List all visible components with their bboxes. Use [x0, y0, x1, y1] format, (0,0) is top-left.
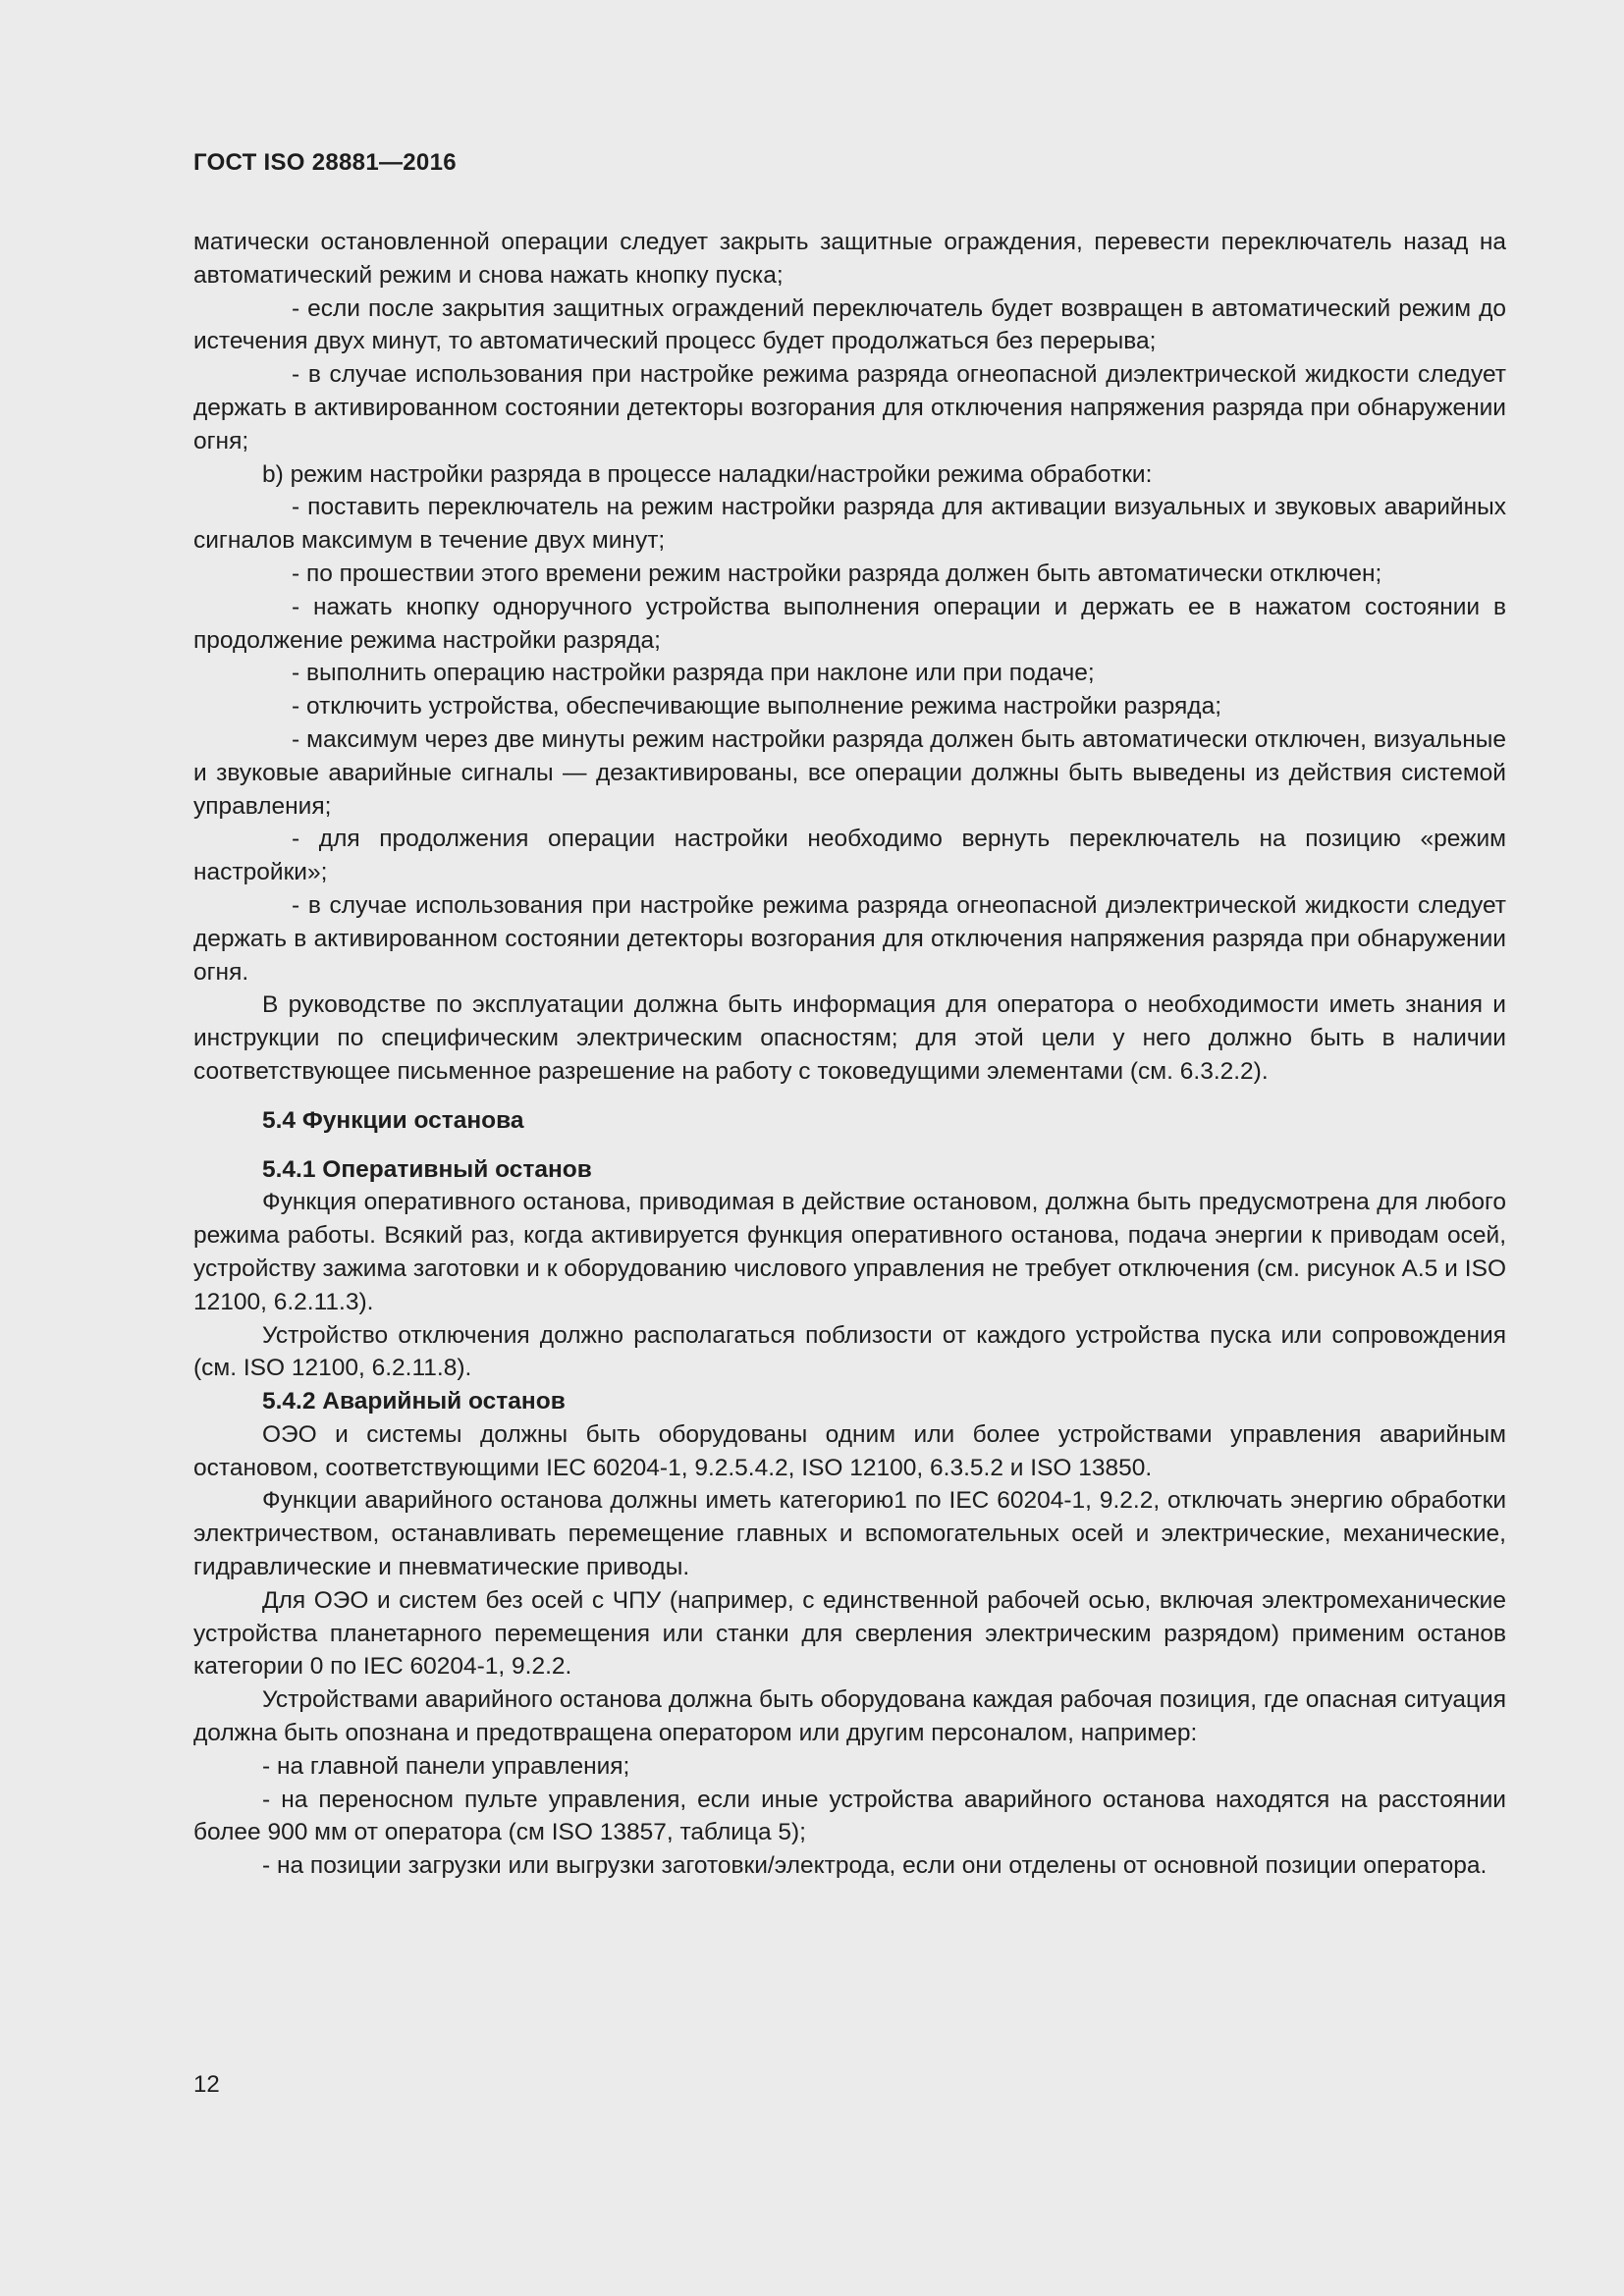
paragraph: матически остановленной операции следует закрыть защитные ограждения, перевести переключатель назад на автоматический режим и снова нажать кнопку пуска;	[193, 229, 1506, 289]
list-item: - отключить устройства, обеспечивающие выполнение режима настройки разряда;	[292, 693, 1222, 721]
list-item: - для продолжения операции настройки необходимо вернуть переключатель на позицию «режим настройки»;	[193, 826, 1506, 886]
list-item: b) режим настройки разряда в процессе наладки/настройки режима обработки:	[262, 460, 1153, 488]
list-item: - нажать кнопку одноручного устройства выполнения операции и держать ее в нажатом состоянии в продолжение режима настройки разряда;	[193, 593, 1506, 654]
subsection-heading: 5.4.1 Оперативный останов	[262, 1155, 592, 1183]
list-item: - на переносном пульте управления, если иные устройства аварийного останова находятся на расстоянии более 900 мм от оператора (см ISO 13857, таблица 5);	[193, 1786, 1506, 1846]
list-item: - на позиции загрузки или выгрузки заготовки/электрода, если они отделены от основной позиции оператора.	[262, 1852, 1488, 1880]
list-item: - поставить переключатель на режим настройки разряда для активации визуальных и звуковых аварийных сигналов максимум в течение двух минут;	[193, 494, 1506, 555]
list-item: - максимум через две минуты режим настройки разряда должен быть автоматически отключен, визуальные и звуковые аварийные сигналы — дезактивированы, все операции должны быть выведены из действия системой управления;	[193, 725, 1506, 820]
page-number: 12	[193, 2071, 220, 2098]
subsection-heading: 5.4.2 Аварийный останов	[262, 1388, 566, 1415]
paragraph: ОЭО и системы должны быть оборудованы одним или более устройствами управления аварийным остановом, соответствующими IEC 60204-1, 9.2.5.4.2, ISO 12100, 6.3.5.2 и ISO 13850.	[193, 1420, 1506, 1481]
paragraph: Устройство отключения должно располагаться поблизости от каждого устройства пуска или сопровождения (см. ISO 12100, 6.2.11.8).	[193, 1321, 1506, 1382]
list-item: - в случае использования при настройке режима разряда огнеопасной диэлектрической жидкости следует держать в активированном состоянии детекторы возгорания для отключения напряжения разряда при обнаружении огня.	[193, 891, 1506, 986]
list-item: - если после закрытия защитных ограждений переключатель будет возвращен в автоматический режим до истечения двух минут, то автоматический процесс будет продолжаться без перерыва;	[193, 294, 1506, 355]
paragraph: Функции аварийного останова должны иметь категорию1 по IEC 60204-1, 9.2.2, отключать энергию обработки электричеством, останавливать перемещение главных и вспомогательных осей и электрические, механические, гидравлические и пневматические приводы.	[193, 1487, 1506, 1581]
paragraph: Функция оперативного останова, приводимая в действие остановом, должна быть предусмотрена для любого режима работы. Всякий раз, когда активируется функция оперативного останова, подача энергии к приводам осей, устройству зажима заготовки и к оборудованию числового управления не требует отключения (см. рисунок А.5 и ISO 12100, 6.2.11.3).	[193, 1189, 1506, 1315]
section-heading: 5.4 Функции останова	[262, 1106, 524, 1134]
paragraph: Для ОЭО и систем без осей с ЧПУ (например, с единственной рабочей осью, включая электромеханические устройства планетарного перемещения или станки для сверления электрическим разрядом) применим останов категории 0 по IEC 60204-1, 9.2.2.	[193, 1586, 1506, 1681]
list-item: - выполнить операцию настройки разряда при наклоне или при подаче;	[292, 660, 1095, 687]
list-item: - в случае использования при настройке режима разряда огнеопасной диэлектрической жидкости следует держать в активированном состоянии детекторы возгорания для отключения напряжения разряда при обнаружении огня;	[193, 361, 1506, 454]
document-header: ГОСТ ISO 28881—2016	[193, 149, 457, 176]
list-item: - по прошествии этого времени режим настройки разряда должен быть автоматически отключен;	[292, 560, 1382, 587]
paragraph: Устройствами аварийного останова должна быть оборудована каждая рабочая позиция, где опасная ситуация должна быть опознана и предотвращена оператором или другим персоналом, например:	[193, 1686, 1506, 1747]
paragraph: В руководстве по эксплуатации должна быть информация для оператора о необходимости иметь знания и инструкции по специфическим электрическим опасностям; для этой цели у него должно быть в наличии соответствующее письменное разрешение на работу с токоведущими элементами (см. 6.3.2.2).	[193, 991, 1506, 1085]
list-item: - на главной панели управления;	[262, 1752, 630, 1780]
document-body	[193, 226, 1506, 1883]
